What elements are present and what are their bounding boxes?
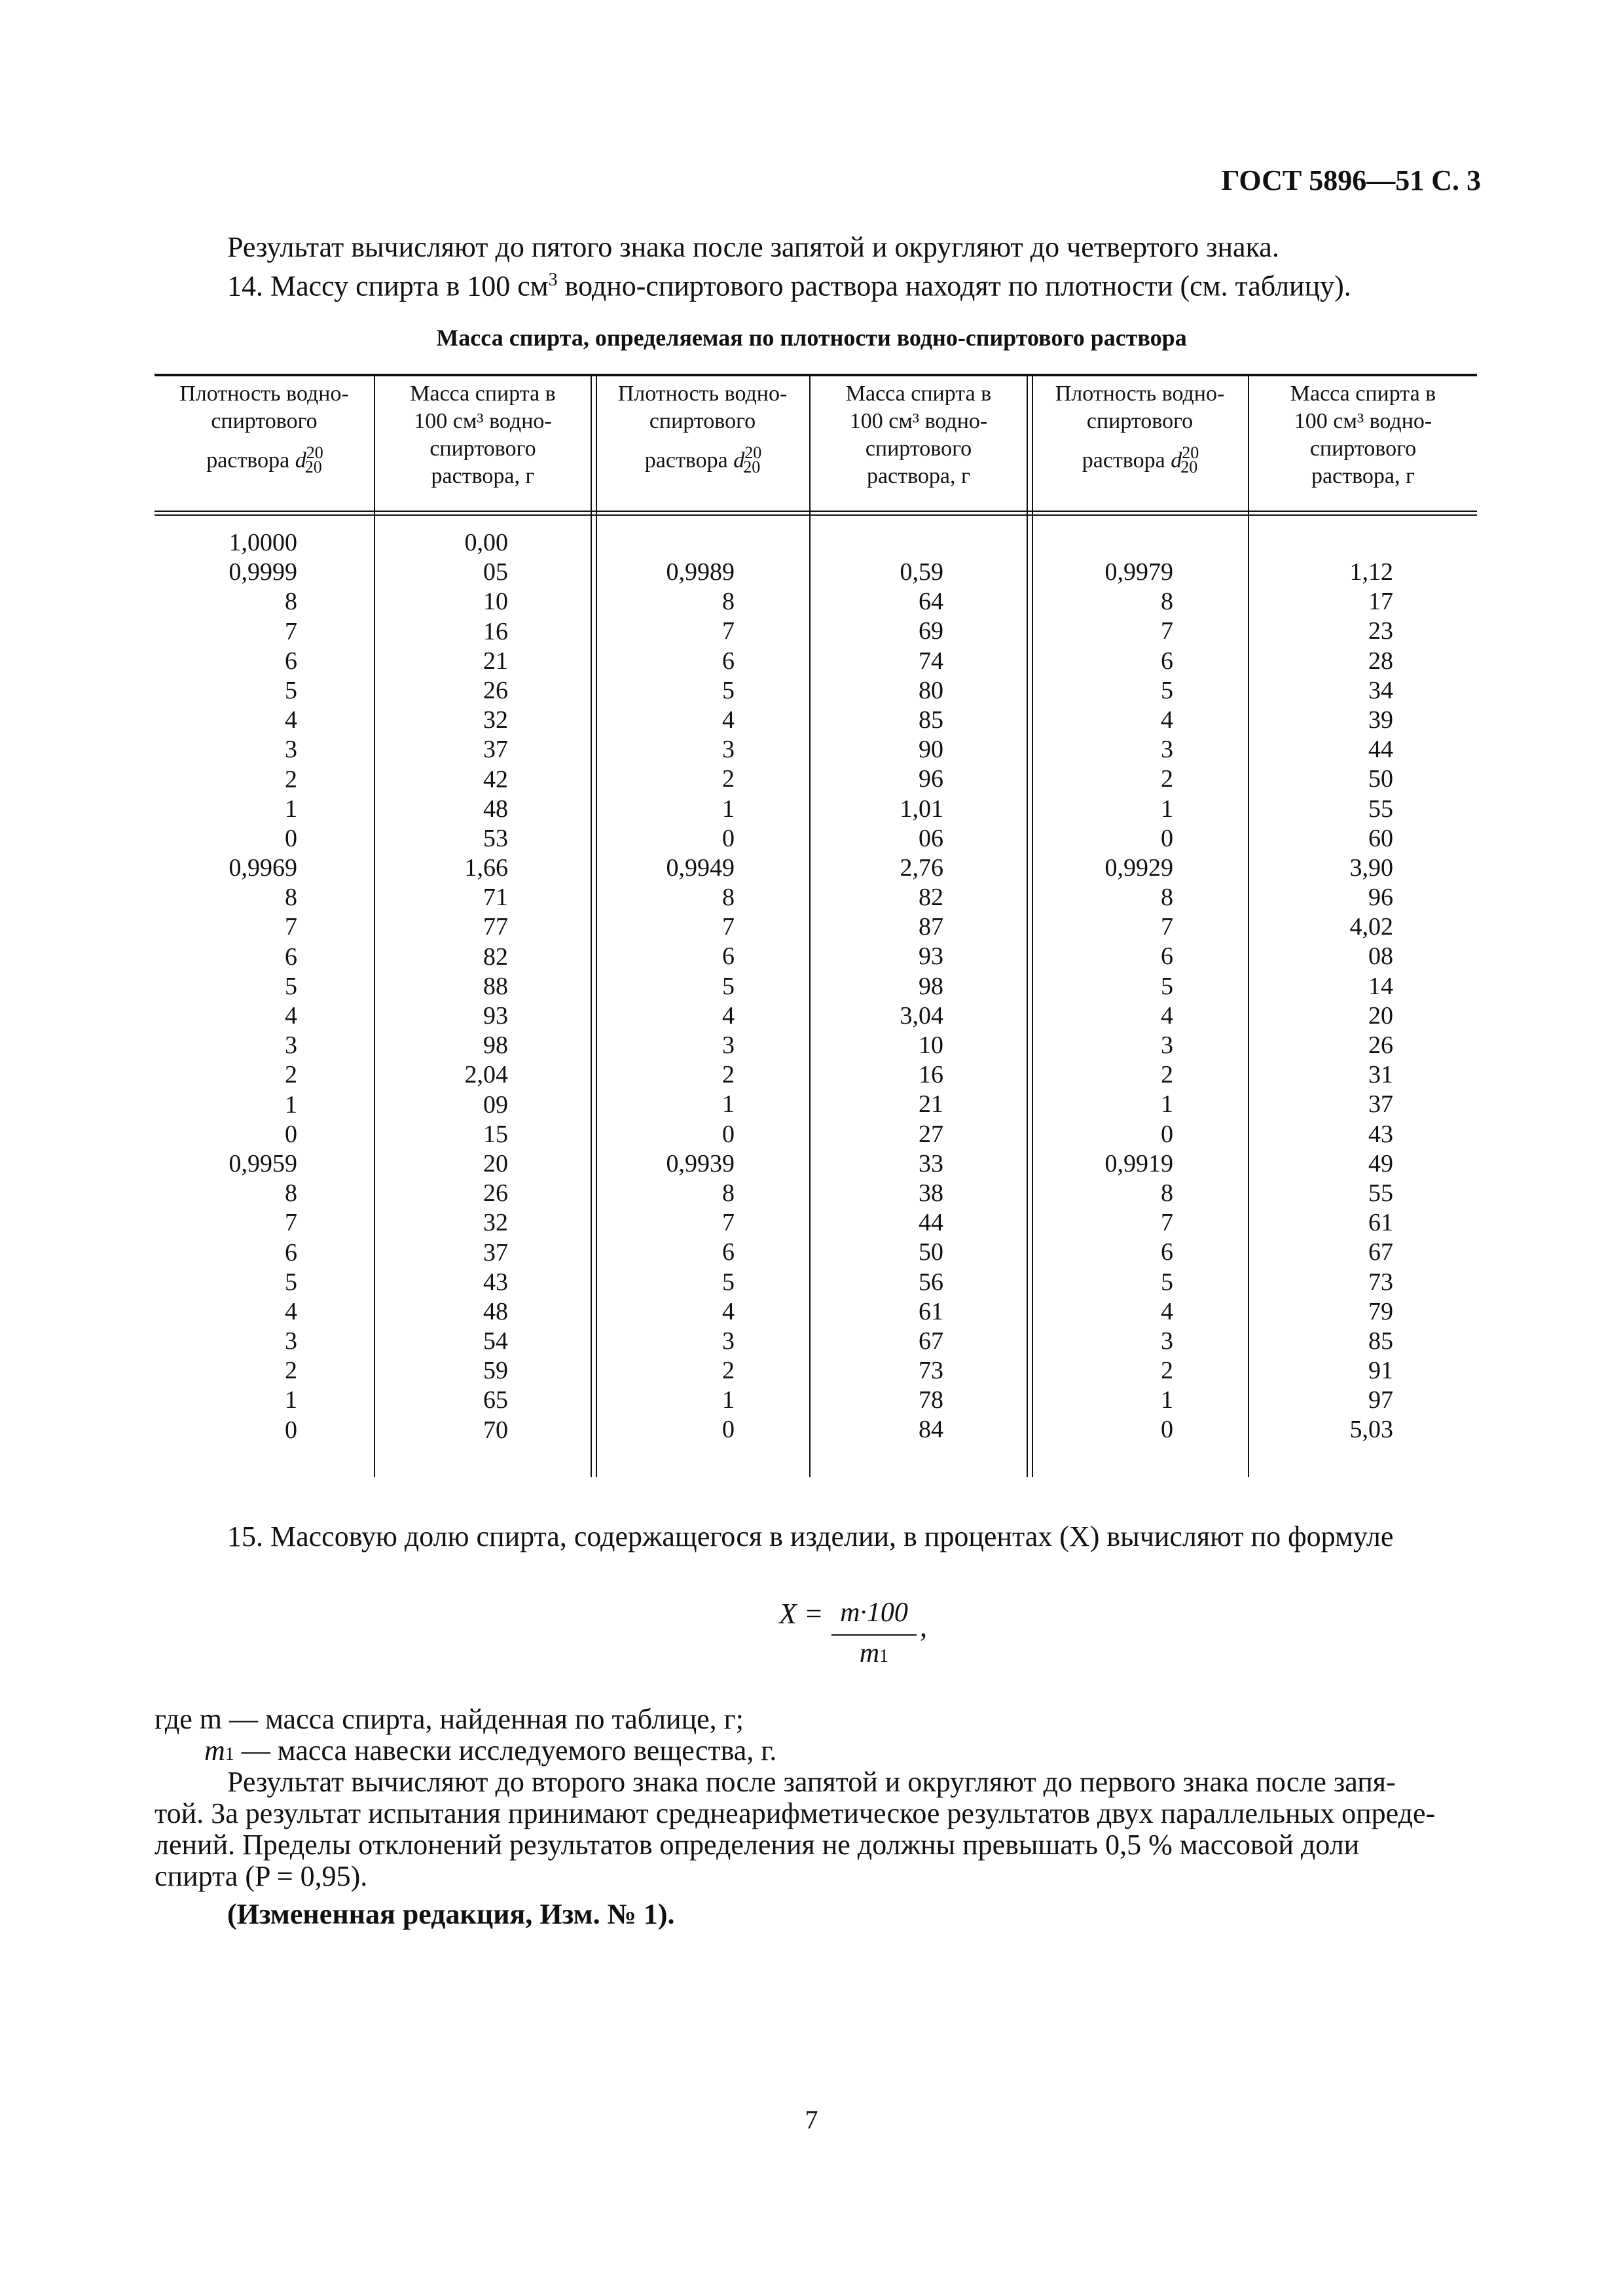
header-mass-2: Масса спирта в 100 см³ водно- спиртового раствора, г	[845, 382, 992, 488]
paragraph-result-line1: Результат вычисляют до второго знака после запятой и округляют до первого знака после запя-	[227, 1766, 1396, 1798]
table-cell-m1: 2,04	[464, 1061, 508, 1089]
table-cell-d2: 7	[722, 913, 735, 941]
table-cell-m1: 09	[483, 1090, 508, 1119]
table-cell-d3: 6	[1161, 942, 1173, 971]
page-number: 7	[805, 2105, 818, 2134]
table-cell-m3: 26	[1368, 1031, 1393, 1059]
table-cell-d1: 7	[285, 1209, 297, 1237]
table-cell-m1: 21	[483, 647, 508, 675]
table-cell-d1: 3	[285, 1031, 297, 1060]
table-cell-d2: 0,9989	[666, 558, 735, 586]
table-cell-m3: 91	[1368, 1357, 1393, 1385]
table-cell-d2: 5	[722, 972, 735, 1000]
table-cell-d3: 7	[1161, 617, 1173, 645]
header-density-1: Плотность водно- спиртового раствора $d^{20}_{20}$	[179, 382, 349, 476]
header-separator	[155, 511, 1477, 516]
table-cell-m3: 4,02	[1349, 913, 1393, 941]
table-cell-m1: 26	[483, 676, 508, 704]
table-cell-m2: 06	[919, 824, 943, 852]
table-cell-m2: 67	[919, 1327, 943, 1355]
table-top-rule	[155, 374, 1477, 376]
table-cell-d3: 5	[1161, 1268, 1173, 1296]
table-cell-m2: 96	[919, 765, 943, 793]
table-cell-m1: 71	[483, 884, 508, 912]
table-cell-d2: 8	[722, 1179, 735, 1207]
table-cell-d1: 5	[285, 972, 297, 1000]
table-cell-d2: 8	[722, 588, 735, 616]
table-cell-m1: 93	[483, 1002, 508, 1030]
table-cell-d3: 0	[1161, 1416, 1173, 1444]
table-cell-d3: 7	[1161, 1209, 1173, 1237]
table-cell-d2: 6	[722, 942, 735, 971]
table-cell-m3: 37	[1368, 1090, 1393, 1119]
table-cell-d1: 0	[285, 1416, 297, 1444]
where-m1: m1 — масса навески исследуемого вещества, г.	[204, 1734, 777, 1767]
table-cell-m1: 42	[483, 765, 508, 793]
table-cell-m2: 98	[919, 972, 943, 1000]
table-cell-m1: 59	[483, 1357, 508, 1385]
table-cell-m3: 79	[1368, 1297, 1393, 1325]
table-cell-m2: 90	[919, 736, 943, 764]
table-cell-d3: 5	[1161, 676, 1173, 704]
header-density-3: Плотность водно- спиртового раствора $d^{20}_{20}$	[1055, 382, 1225, 476]
table-cell-m1: 37	[483, 736, 508, 764]
table-cell-d2: 1	[722, 795, 735, 823]
header-density-2: Плотность водно- спиртового раствора $d^{20}_{20}$	[617, 382, 788, 476]
table-cell-d3: 8	[1161, 1179, 1173, 1207]
table-cell-d1: 2	[285, 1061, 297, 1089]
table-cell-d2: 1	[722, 1090, 735, 1119]
table-cell-d2: 5	[722, 676, 735, 704]
table-cell-d3: 0	[1161, 824, 1173, 852]
table-cell-d3: 4	[1161, 706, 1173, 734]
table-cell-d1: 4	[285, 1297, 297, 1325]
header-mass-1: Масса спирта в 100 см³ водно- спиртового раствора, г	[410, 382, 556, 488]
paragraph-result-line4: спирта (P = 0,95).	[155, 1860, 368, 1892]
table-cell-d1: 1	[285, 1386, 297, 1414]
table-cell-d2: 0,9949	[666, 853, 735, 882]
table-cell-d3: 8	[1161, 884, 1173, 912]
density-mass-table	[155, 374, 1477, 1477]
table-cell-d2: 7	[722, 617, 735, 645]
table-cell-d1: 0,9999	[228, 558, 297, 586]
table-cell-m1: 05	[483, 558, 508, 586]
table-cell-d3: 0,9929	[1104, 853, 1173, 882]
table-cell-m1: 26	[483, 1179, 508, 1208]
table-cell-m1: 16	[483, 617, 508, 645]
formula-lhs: X =	[779, 1598, 824, 1630]
table-cell-d2: 4	[722, 706, 735, 734]
where-m: где m — масса спирта, найденная по таблице, г;	[155, 1703, 744, 1735]
table-cell-d1: 8	[285, 884, 297, 912]
mass-column-1	[377, 528, 508, 1445]
table-cell-m3: 1,12	[1349, 558, 1393, 586]
table-cell-d2: 2	[722, 1357, 735, 1385]
table-cell-m2: 33	[919, 1149, 943, 1177]
table-cell-d3: 1	[1161, 1386, 1173, 1414]
table-cell-d1: 3	[285, 1327, 297, 1355]
table-cell-m2: 3,04	[900, 1001, 943, 1030]
table-cell-d3: 0	[1161, 1120, 1173, 1148]
table-cell-d3: 2	[1161, 1357, 1173, 1385]
table-cell-m2: 78	[919, 1386, 943, 1414]
table-cell-d2: 5	[722, 1268, 735, 1296]
table-cell-m1: 20	[483, 1149, 508, 1177]
table-caption: Масса спирта, определяемая по плотности водно-спиртового раствора	[436, 325, 1187, 351]
table-cell-m3: 60	[1368, 824, 1393, 852]
table-cell-d1: 0	[285, 1120, 297, 1148]
table-cell-d2: 0,9939	[666, 1149, 735, 1177]
table-cell-m3: 97	[1368, 1386, 1393, 1414]
table-cell-m1: 1,66	[464, 854, 508, 882]
density-column-3	[1032, 558, 1173, 1445]
table-cell-d1: 8	[285, 588, 297, 616]
table-cell-m2: 74	[919, 647, 943, 675]
table-cell-m2: 10	[919, 1031, 943, 1059]
paragraph-result-precision: Результат вычисляют до пятого знака после запятой и округляют до четвертого знака.	[227, 231, 1279, 263]
table-cell-m3: 43	[1368, 1120, 1393, 1148]
table-cell-d3: 0,9919	[1104, 1149, 1173, 1177]
table-cell-d3: 4	[1161, 1001, 1173, 1030]
table-cell-d3: 5	[1161, 972, 1173, 1000]
table-cell-d3: 8	[1161, 588, 1173, 616]
table-cell-m2: 0,59	[900, 558, 943, 586]
table-cell-m1: 32	[483, 1209, 508, 1237]
table-cell-d1: 7	[285, 913, 297, 941]
table-cell-m1: 54	[483, 1327, 508, 1355]
table-cell-d1: 6	[285, 647, 297, 675]
table-cell-m2: 61	[919, 1297, 943, 1325]
table-cell-m2: 50	[919, 1238, 943, 1266]
table-cell-m3: 55	[1368, 795, 1393, 823]
table-cell-m2: 93	[919, 942, 943, 971]
table-cell-m3: 28	[1368, 647, 1393, 675]
table-cell-m1: 77	[483, 913, 508, 941]
table-cell-m3: 39	[1368, 706, 1393, 734]
table-cell-d1: 6	[285, 1238, 297, 1266]
table-cell-d2: 0	[722, 1120, 735, 1148]
table-cell-m1: 15	[483, 1120, 508, 1148]
density-column-2	[600, 558, 735, 1445]
table-cell-d1: 1	[285, 1090, 297, 1119]
paragraph-result-line3: лений. Пределы отклонений результатов определения не должны превышать 0,5 % массовой доли	[155, 1829, 1360, 1861]
table-cell-d3: 3	[1161, 1031, 1173, 1059]
paragraph-15: 15. Массовую долю спирта, содержащегося в изделии, в процентах (X) вычисляют по формуле	[227, 1520, 1394, 1552]
table-cell-m1: 70	[483, 1416, 508, 1444]
header-mass-3: Масса спирта в 100 см³ водно- спиртового раствора, г	[1290, 382, 1436, 488]
table-cell-m3: 73	[1368, 1268, 1393, 1296]
table-cell-d2: 4	[722, 1297, 735, 1325]
table-cell-m2: 27	[919, 1120, 943, 1148]
table-cell-m2: 2,76	[900, 853, 943, 882]
table-cell-m2: 87	[919, 913, 943, 941]
table-cell-d2: 8	[722, 884, 735, 912]
paragraph-14: 14. Массу спирта в 100 $см^3$ водно-спиртового раствора находят по плотности (см. таблицу).	[227, 270, 1351, 302]
mass-column-2	[812, 558, 943, 1445]
table-cell-d1: 2	[285, 765, 297, 793]
table-cell-d1: 7	[285, 617, 297, 645]
formula-comma: ,	[920, 1611, 927, 1643]
table-cell-m3: 85	[1368, 1327, 1393, 1355]
table-cell-d3: 7	[1161, 913, 1173, 941]
table-cell-m1: 48	[483, 1297, 508, 1325]
page-header: ГОСТ 5896—51 С. 3	[1221, 164, 1481, 196]
table-cell-d2: 3	[722, 736, 735, 764]
table-cell-m1: 48	[483, 795, 508, 823]
table-cell-m3: 49	[1368, 1149, 1393, 1177]
table-cell-m3: 50	[1368, 765, 1393, 793]
table-cell-d1: 4	[285, 1002, 297, 1030]
table-cell-m3: 67	[1368, 1238, 1393, 1266]
table-cell-m2: 1,01	[900, 795, 943, 823]
table-cell-d1: 5	[285, 1268, 297, 1296]
table-cell-d3: 2	[1161, 765, 1173, 793]
table-cell-d3: 0,9979	[1104, 558, 1173, 586]
table-cell-d1: 1	[285, 795, 297, 823]
table-cell-d2: 2	[722, 1061, 735, 1089]
table-cell-d3: 1	[1161, 1090, 1173, 1119]
table-cell-d1: 0,9969	[228, 854, 297, 882]
table-cell-m2: 44	[919, 1209, 943, 1237]
table-cell-m3: 14	[1368, 972, 1393, 1000]
mass-column-3	[1254, 558, 1393, 1445]
table-cell-m1: 53	[483, 824, 508, 852]
table-cell-d3: 2	[1161, 1061, 1173, 1089]
table-cell-m1: 88	[483, 972, 508, 1000]
table-cell-d2: 6	[722, 647, 735, 675]
table-cell-m2: 21	[919, 1090, 943, 1119]
table-cell-d1: 2	[285, 1357, 297, 1385]
table-cell-m3: 17	[1368, 588, 1393, 616]
table-cell-m3: 44	[1368, 736, 1393, 764]
table-cell-d2: 0	[722, 824, 735, 852]
table-cell-m3: 31	[1368, 1061, 1393, 1089]
table-cell-m1: 32	[483, 706, 508, 734]
table-cell-d1: 3	[285, 736, 297, 764]
table-cell-d2: 0	[722, 1416, 735, 1444]
table-cell-d1: 6	[285, 942, 297, 971]
table-cell-m3: 61	[1368, 1209, 1393, 1237]
table-cell-m3: 5,03	[1349, 1416, 1393, 1444]
table-cell-d2: 7	[722, 1209, 735, 1237]
density-column-1	[155, 528, 297, 1445]
table-cell-m2: 56	[919, 1268, 943, 1296]
table-cell-d3: 1	[1161, 795, 1173, 823]
table-cell-m2: 69	[919, 617, 943, 645]
table-cell-d1: 0,9959	[228, 1149, 297, 1177]
table-cell-d2: 6	[722, 1238, 735, 1266]
table-cell-m3: 34	[1368, 676, 1393, 704]
table-cell-m2: 84	[919, 1416, 943, 1444]
table-cell-d2: 4	[722, 1001, 735, 1030]
table-cell-d1: 0	[285, 824, 297, 852]
table-cell-m1: 37	[483, 1238, 508, 1266]
amendment-note: (Измененная редакция, Изм. № 1).	[227, 1898, 675, 1930]
paragraph-result-line2: той. За результат испытания принимают среднеарифметическое результатов двух параллельных опреде-	[155, 1797, 1436, 1829]
table-cell-d3: 6	[1161, 1238, 1173, 1266]
formula-numerator: m·100	[840, 1598, 908, 1628]
table-cell-m2: 16	[919, 1061, 943, 1089]
table-cell-m3: 23	[1368, 617, 1393, 645]
table-cell-m2: 80	[919, 676, 943, 704]
table-cell-m3: 3,90	[1349, 853, 1393, 882]
table-cell-m1: 10	[483, 588, 508, 616]
table-cell-m1: 98	[483, 1031, 508, 1060]
table-cell-d2: 2	[722, 765, 735, 793]
table-cell-m2: 85	[919, 706, 943, 734]
table-cell-d1: 5	[285, 676, 297, 704]
table-cell-m1: 43	[483, 1268, 508, 1296]
table-cell-m1: 65	[483, 1386, 508, 1414]
table-cell-m2: 82	[919, 884, 943, 912]
table-cell-m1: 82	[483, 942, 508, 971]
table-cell-m3: 20	[1368, 1001, 1393, 1030]
fraction-bar	[831, 1634, 917, 1636]
table-cell-m3: 55	[1368, 1179, 1393, 1207]
table-cell-m2: 38	[919, 1179, 943, 1207]
table-cell-m3: 96	[1368, 884, 1393, 912]
table-cell-d1: 1,0000	[228, 529, 297, 556]
table-cell-d3: 4	[1161, 1297, 1173, 1325]
table-cell-m1: 0,00	[464, 529, 508, 556]
table-cell-d2: 1	[722, 1386, 735, 1414]
table-cell-d1: 8	[285, 1179, 297, 1208]
formula-denominator: m1	[859, 1638, 889, 1668]
table-cell-d2: 3	[722, 1031, 735, 1059]
table-cell-m2: 73	[919, 1357, 943, 1385]
table-cell-d3: 6	[1161, 647, 1173, 675]
table-cell-m3: 08	[1368, 942, 1393, 971]
table-cell-d2: 3	[722, 1327, 735, 1355]
table-cell-d3: 3	[1161, 736, 1173, 764]
table-cell-d3: 3	[1161, 1327, 1173, 1355]
table-cell-d1: 4	[285, 706, 297, 734]
table-cell-m2: 64	[919, 588, 943, 616]
